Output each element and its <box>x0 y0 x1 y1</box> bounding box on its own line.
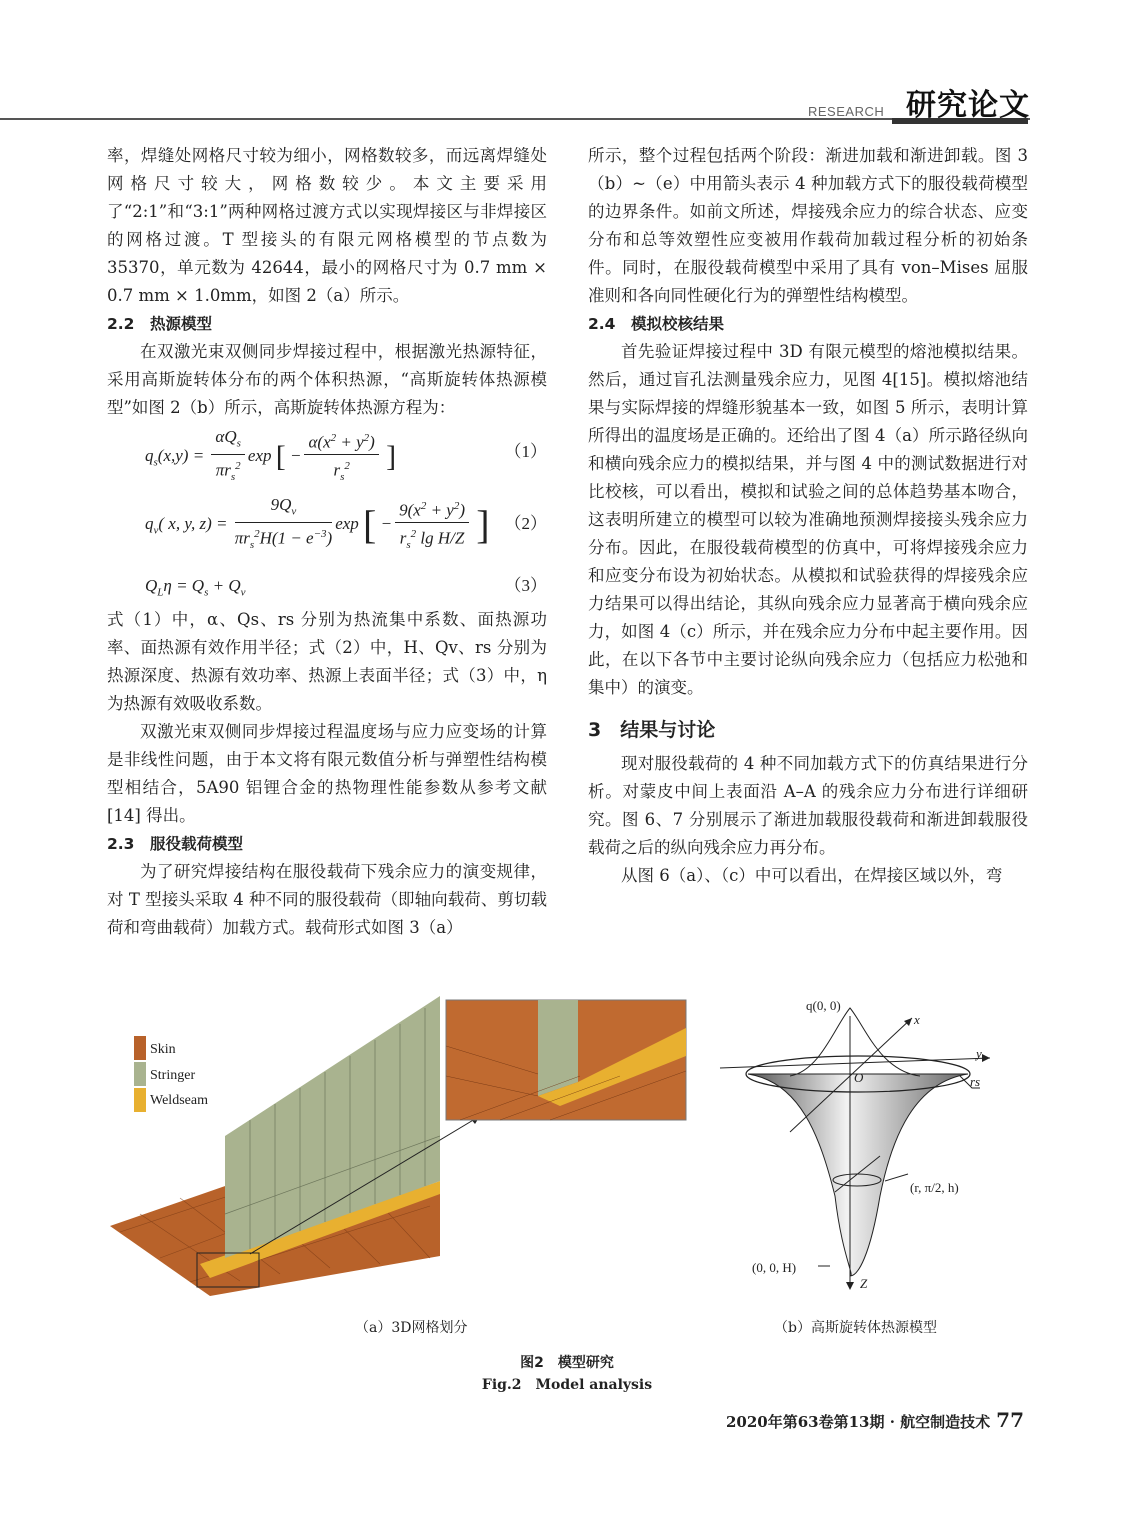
legend-swatch-stringer <box>134 1062 146 1086</box>
label-y-axis: y <box>976 1046 982 1061</box>
equation-2: $q_v$( x, y, z) = $\frac{9Q_v}{\pi r_s^2H(1 - e^{-3})}$ exp [ − $\frac{9(x^2 + y^2)}{r_s^2 \lg H/Z}$ ] （2） <box>145 495 547 552</box>
legend-label-skin: Skin <box>150 1042 176 1057</box>
mesh-model-image <box>110 996 686 1296</box>
left-column <box>107 142 547 942</box>
paragraph: 所示，整个过程包括两个阶段：渐进加载和渐进卸载。图 3（b）~（e）中用箭头表示 4 种加载方式下的服役载荷模型的边界条件。如前文所述，焊接残余应力的综合状态、应变分布和总等效塑性应变被用作载荷加载过程分析的初始条件。同时，在服役载荷模型中采用了具有 von–Mises 屈服准则和各向同性硬化行为的弹塑性结构模型。 <box>588 146 1028 305</box>
label-bottom-point: (0, 0, H) <box>752 1260 797 1275</box>
legend <box>134 1036 208 1112</box>
paragraph: 在双激光束双侧同步焊接过程中，根据激光热源特征，采用高斯旋转体分布的两个体积热源，“高斯旋转体热源模型”如图 2（b）所示，高斯旋转体热源方程为： <box>107 342 547 417</box>
header-research: RESEARCH <box>808 104 885 119</box>
equation-number: （1） <box>504 442 547 461</box>
figure-title-cn: 图2 模型研究 <box>520 1355 614 1371</box>
paragraph: 式（1）中，α、Qs、rs 分别为热流集中系数、面热源功率、面热源有效作用半径；式（2）中，H、Qv、rs 分别为热源深度、热源有效功率、热源上表面半径；式（3）中，η 为热源有效吸收系数。 <box>107 610 547 713</box>
label-z-axis: Z <box>860 1276 868 1291</box>
paragraph: 首先验证焊接过程中 3D 有限元模型的熔池模拟结果。然后，通过盲孔法测量残余应力，见图 4[15]。模拟熔池结果与实际焊接的焊缝形貌基本一致，如图 5 所示，表明计算所得出的温度场是正确的。还给出了图 4（a）所示路径纵向和横向残余应力的模拟结果，并与图 4 中的测试数据进行对比校核，可以看出，模拟和试验之间的总体趋势基本吻合，这表明所建立的模型可以较为准确地预测焊接接头残余应力分布。因此，在服役载荷模型的仿真中，可将焊接残余应力和应变分布设为初始状态。从模拟和试验获得的焊接残余应力结果可以得出结论，其纵向残余应力显著高于横向残余应力，如图 4（c）所示，并在残余应力分布中起主要作用。因此，在以下各节中主要讨论纵向残余应力（包括应力松弛和集中）的演变。 <box>588 342 1028 697</box>
legend-label-weldseam: Weldseam <box>150 1093 208 1108</box>
figure-title-en: Fig.2 Model analysis <box>481 1377 653 1393</box>
legend-swatch-weldseam <box>134 1088 146 1112</box>
paragraph: 从图 6（a）、（c）中可以看出，在焊接区域以外，弯 <box>621 866 1003 885</box>
label-mid-point: (r, π/2, h) <box>910 1180 959 1195</box>
paragraph: 为了研究焊接结构在服役载荷下残余应力的演变规律，对 T 型接头采取 4 种不同的服役载荷（即轴向载荷、剪切载荷和弯曲载荷）加载方式。载荷形式如图 3（a） <box>107 862 547 937</box>
right-column <box>588 142 1028 890</box>
legend-swatch-skin <box>134 1036 146 1060</box>
section-heading-2-2: 2.2 热源模型 <box>107 315 212 333</box>
equation-3: $Q_L\eta = Q_s + Q_v$ （3） <box>107 570 547 606</box>
equation-number: （3） <box>504 576 547 595</box>
equation-number: （2） <box>504 514 547 533</box>
equation-1: $q_s(x,y)$ = $\frac{\alpha Q_s}{\pi r_s^2}$ exp [ − $\frac{\alpha(x^2 + y^2)}{r_s^2}$ ] （1） <box>145 427 547 484</box>
figure-2 <box>100 996 1034 1296</box>
label-origin: O <box>854 1070 864 1085</box>
label-q: q(0, 0) <box>806 998 841 1013</box>
page-footer <box>726 1408 1024 1432</box>
header-section-title: 研究论文 <box>906 88 1030 123</box>
legend-label-stringer: Stringer <box>150 1068 196 1083</box>
paragraph: 现对服役载荷的 4 种不同加载方式下的仿真结果进行分析。对蒙皮中间上表面沿 A–A 的残余应力分布进行详细研究。图 6、7 分别展示了渐进加载服役载荷和渐进卸载服役载荷之后的纵向残余应力再分布。 <box>588 754 1028 857</box>
section-heading-2-4: 2.4 模拟校核结果 <box>588 315 724 333</box>
journal-info: 2020年第63卷第13期 · 航空制造技术 <box>726 1413 991 1431</box>
label-x-axis: x <box>914 1012 920 1027</box>
heat-source-diagram <box>720 998 990 1291</box>
caption-a: （a）3D网格划分 <box>355 1320 468 1336</box>
label-rs: rs <box>970 1074 981 1089</box>
section-heading-3: 3 结果与讨论 <box>588 719 716 741</box>
page-number: 77 <box>996 1408 1025 1432</box>
caption-b: （b）高斯旋转体热源模型 <box>774 1320 937 1336</box>
paragraph: 双激光束双侧同步焊接过程温度场与应力应变场的计算是非线性问题，由于本文将有限元数值分析与弹塑性结构模型相结合，5A90 铝锂合金的热物理性能参数从参考文献 [14] 得出。 <box>107 722 547 825</box>
paragraph: 率，焊缝处网格尺寸较为细小，网格数较多，而远离焊缝处网格尺寸较大，网格数较少。本文主要采用了“2:1”和“3:1”两种网格过渡方式以实现焊接区与非焊接区的网格过渡。T 型接头的有限元网格模型的节点数为 35370，单元数为 42644，最小的网格尺寸为 0.7 mm × 0.7 mm × 1.0mm，如图 2（a）所示。 <box>107 146 547 305</box>
section-heading-2-3: 2.3 服役载荷模型 <box>107 835 243 853</box>
